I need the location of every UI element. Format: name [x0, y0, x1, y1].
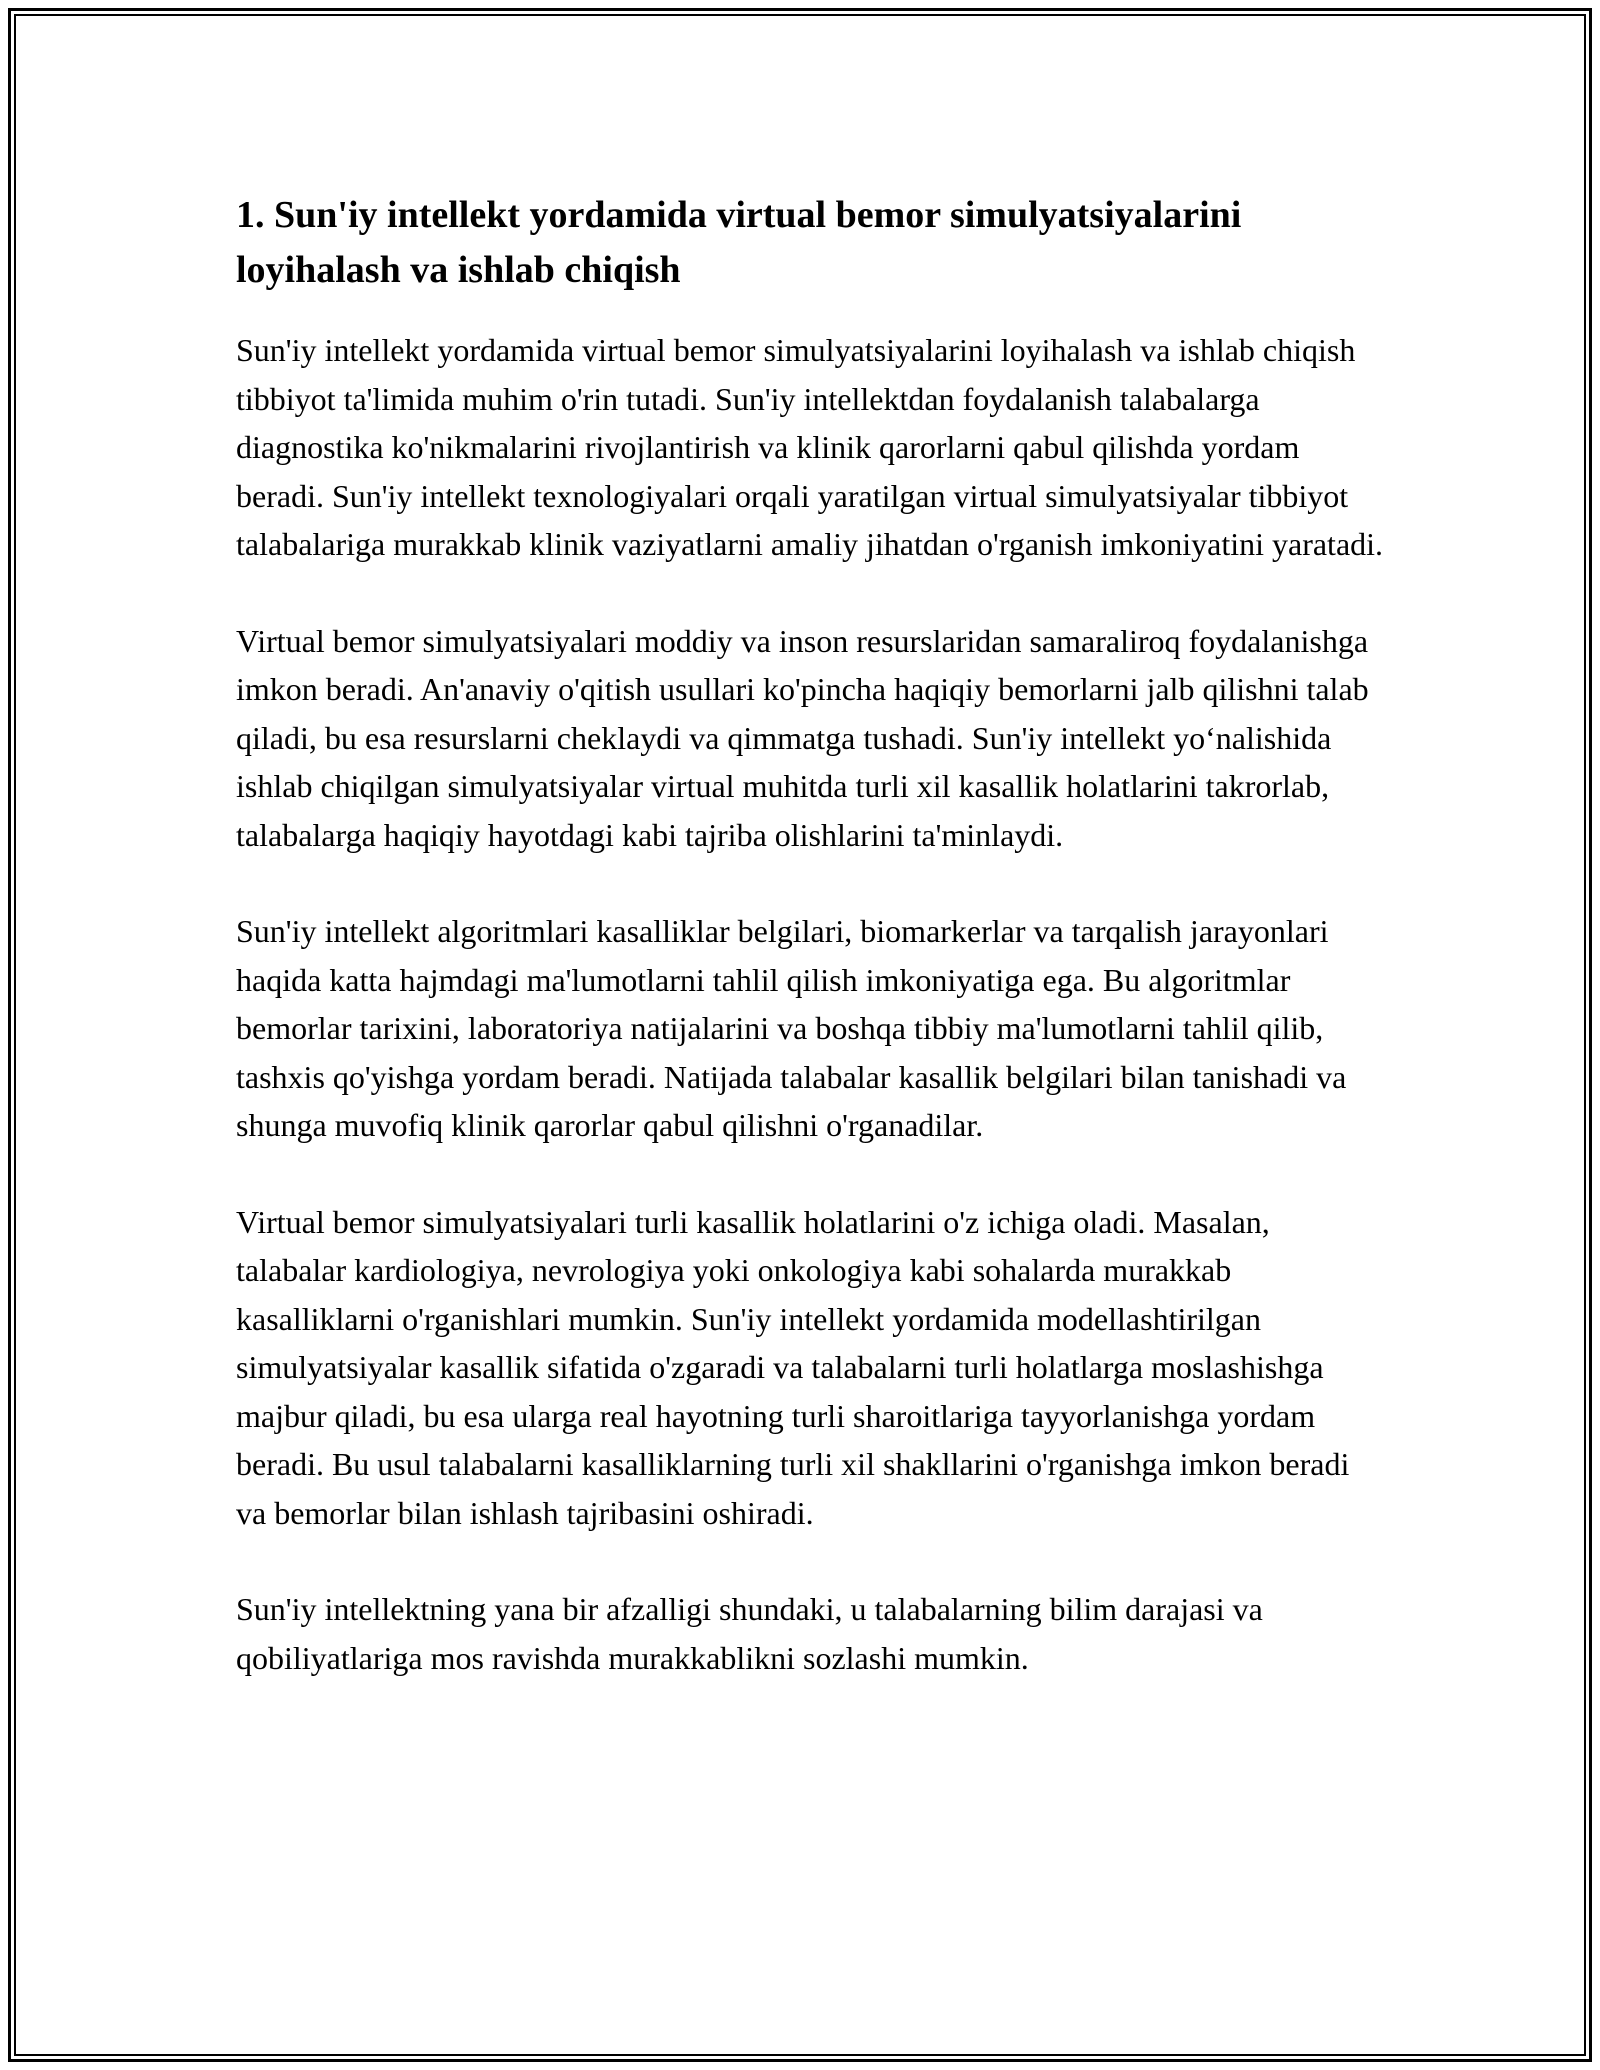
- paragraph-3: Sun'iy intellekt algoritmlari kasalliklar belgilari, biomarkerlar va tarqalish jarayonlari haqida katta hajmdagi ma'lumotlarni tahlil qilish imkoniyatiga ega. Bu algoritmlar bemorlar tarixini, laboratoriya natijalarini va boshqa tibbiy ma'lumotlarni tahlil qilib, tashxis qo'yishga yordam beradi. Natijada talabalar kasallik belgilari bilan tanishadi va shunga muvofiq klinik qarorlar qabul qilishni o'rganadilar.: [236, 913, 1347, 1143]
- paragraph-4: Virtual bemor simulyatsiyalari turli kasallik holatlarini o'z ichiga oladi. Masalan, talabalar kardiologiya, nevrologiya yoki onkologiya kabi sohalarda murakkab kasalliklarni o'rganishlari mumkin. Sun'iy intellekt yordamida modellashtirilgan simulyatsiyalar kasallik sifatida o'zgaradi va talabalarni turli holatlarga moslashishga majbur qiladi, bu esa ularga real hayotning turli sharoitlariga tayyorlanishga yordam beradi. Bu usul talabalarni kasalliklarning turli xil shakllarini o'rganishga imkon beradi va bemorlar bilan ishlash tajribasini oshiradi.: [236, 1203, 1350, 1531]
- paragraph-2: Virtual bemor simulyatsiyalari moddiy va inson resurslaridan samaraliroq foydalanishga imkon beradi. An'anaviy o'qitish usullari ko'pincha haqiqiy bemorlarni jalb qilishni talab qiladi, bu esa resurslarni cheklaydi va qimmatga tushadi. Sun'iy intellekt yo‘nalishida ishlab chiqilgan simulyatsiyalar virtual muhitda turli xil kasallik holatlarini takrorlab, talabalarga haqiqiy hayotdagi kabi tajriba olishlarini ta'minlaydi.: [236, 622, 1369, 853]
- paragraph-1: Sun'iy intellekt yordamida virtual bemor simulyatsiyalarini loyihalash va ishlab chiqish tibbiyot ta'limida muhim o'rin tutadi. Sun'iy intellektdan foydalanish talabalarga diagnostika ko'nikmalarini rivojlantirish va klinik qarorlarni qabul qilishda yordam beradi. Sun'iy intellekt texnologiyalari orqali yaratilgan virtual simulyatsiyalar tibbiyot talabalariga murakkab klinik vaziyatlarni amaliy jihatdan o'rganish imkoniyatini yaratadi.: [236, 332, 1384, 562]
- document-body: [236, 188, 1386, 1730]
- paragraph-5: Sun'iy intellektning yana bir afzalligi shundaki, u talabalarning bilim darajasi va qobiliyatlariga mos ravishda murakkablikni sozlashi mumkin.: [236, 1591, 1263, 1676]
- section-heading: 1. Sun'iy intellekt yordamida virtual bemor simulyatsiyalarini loyihalash va ishlab chiqish: [236, 194, 1242, 291]
